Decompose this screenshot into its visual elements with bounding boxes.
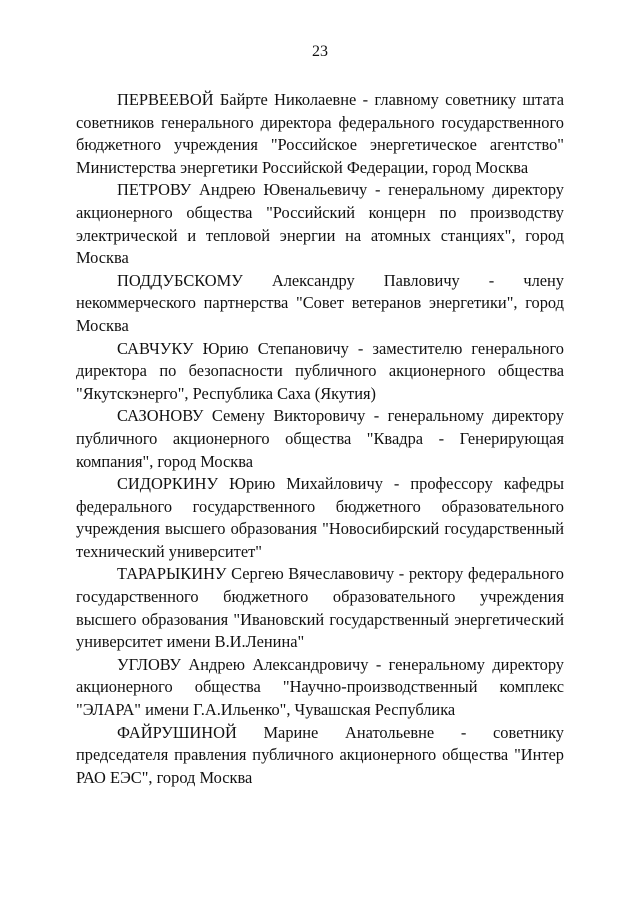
award-entry-petrov: ПЕТРОВУ Андрею Ювенальевичу - генеральному директору акционерного общества "Российский концерн по производству электрической и тепловой энергии на атомных станциях", город Москва xyxy=(76,180,564,268)
award-entry-poddubsky: ПОДДУБСКОМУ Александру Павловичу - члену некоммерческого партнерства "Совет ветеранов энергетики", город Москва xyxy=(76,270,564,335)
award-list xyxy=(76,89,564,789)
award-entry-fairushina: ФАЙРУШИНОЙ Марине Анатольевне - советнику председателя правления публичного акционерного общества "Интер РАО ЕЭС", город Москва xyxy=(76,722,564,787)
award-entry-perveeva: ПЕРВЕЕВОЙ Байрте Николаевне - главному советнику штата советников генерального директора федерального государственного бюджетного учреждения "Российское энергетическое агентство" Министерства энергетики Российской Федерации, город Москва xyxy=(76,90,564,177)
award-entry-tararykin: ТАРАРЫКИНУ Сергею Вячеславовичу - ректору федерального государственного бюджетного образовательного учреждения высшего образования "Ивановский государственный энергетический университет имени В.И.Ленина" xyxy=(76,564,564,652)
page-number: 23 xyxy=(312,43,328,60)
award-entry-savchuk: САВЧУКУ Юрию Степановичу - заместителю генерального директора по безопасности публичного акционерного общества "Якутскэнерго", Республика Саха (Якутия) xyxy=(76,338,564,403)
award-entry-uglov: УГЛОВУ Андрею Александровичу - генеральному директору акционерного общества "Научно-производственный комплекс "ЭЛАРА" имени Г.А.Ильенко", Чувашская Республика xyxy=(76,654,564,720)
award-entry-sazonov: САЗОНОВУ Семену Викторовичу - генеральному директору публичного акционерного общества "Квадра - Генерирующая компания", город Москва xyxy=(76,406,564,471)
award-entry-sidorkin: СИДОРКИНУ Юрию Михайловичу - профессору кафедры федерального государственного бюджетного образовательного учреждения высшего образования "Новосибирский государственный технический университет" xyxy=(76,474,564,561)
